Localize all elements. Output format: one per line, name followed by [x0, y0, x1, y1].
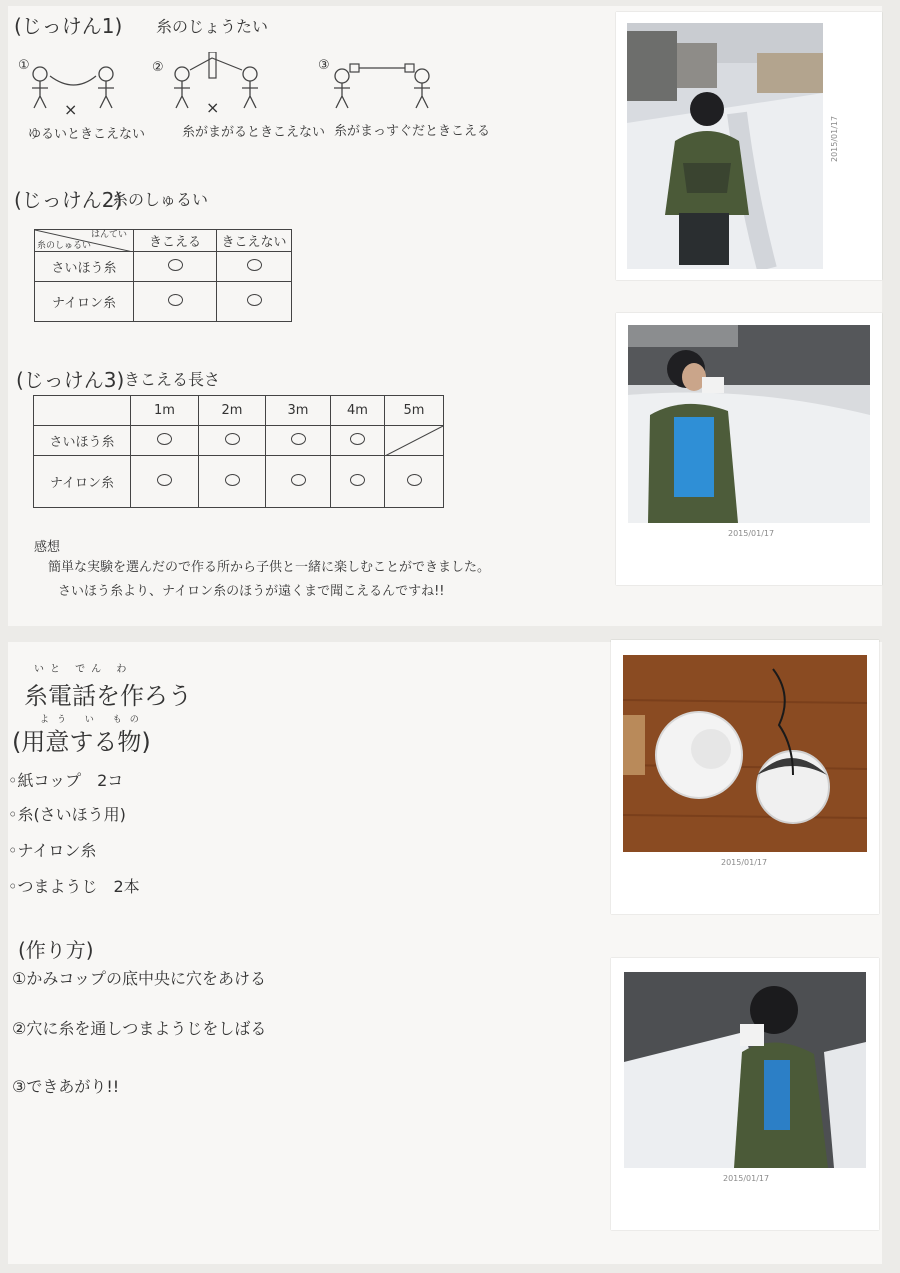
photo-4-polaroid — [611, 958, 879, 1230]
exp3-table — [33, 395, 444, 508]
exp1-panel2-num: ② — [152, 60, 164, 75]
mark-circle — [291, 474, 306, 486]
exp2-row1-hear — [134, 252, 217, 282]
materials-ruby: よう い もの — [40, 715, 147, 725]
exp1-panel1-caption: ゆるいときこえない — [28, 127, 146, 142]
mark-circle — [350, 474, 365, 486]
exp1-panel1-mark: × — [64, 100, 78, 119]
exp2-subtitle: 糸のしゅるい — [112, 190, 209, 209]
exp1-panel3-num: ③ — [318, 58, 330, 73]
mark-circle — [168, 294, 183, 306]
exp2-corner-top: はんてい — [90, 230, 127, 240]
exp3-header-3m: 3m — [266, 396, 331, 426]
exp1-drawings — [14, 52, 494, 112]
impression-line2: さいほう糸より、ナイロン糸のほうが遠くまで聞こえるんですね!! — [58, 584, 445, 599]
exp3-row2-name: ナイロン糸 — [34, 456, 131, 508]
photo-3 — [623, 655, 867, 852]
exp2-header-not-hear: きこえない — [217, 230, 292, 252]
material-item-1: ◦紙コップ 2コ — [8, 771, 124, 790]
exp1-subtitle: 糸のじょうたい — [156, 17, 269, 36]
mark-circle — [350, 433, 365, 445]
exp3-title: (じっけん3) — [16, 368, 125, 392]
mark-circle — [291, 433, 306, 445]
exp1-panel2-mark: × — [206, 98, 220, 117]
exp3-row1-3m — [266, 426, 331, 456]
steps-title: (作り方) — [18, 938, 94, 962]
photo-1 — [627, 23, 823, 269]
photo-1-date: 2015/01/17 — [830, 115, 839, 162]
make-title-ruby: いと でん わ — [34, 664, 133, 675]
exp3-header-4m: 4m — [331, 396, 385, 426]
exp3-subtitle: きこえる長さ — [124, 370, 221, 389]
exp3-row1-name: さいほう糸 — [34, 426, 131, 456]
material-item-3: ◦ナイロン糸 — [8, 841, 97, 860]
exp3-header-2m: 2m — [199, 396, 266, 426]
photo-3-polaroid — [611, 640, 879, 914]
mark-circle — [168, 259, 183, 271]
mark-circle — [247, 259, 262, 271]
exp2-row2-not-hear — [217, 282, 292, 322]
impression-label: 感想 — [34, 540, 61, 555]
photo-4-date: 2015/01/17 — [723, 1174, 770, 1183]
impression-line1: 簡単な実験を選んだので作る所から子供と一緒に楽しむことができました。 — [48, 560, 491, 575]
exp1-panel2-caption: 糸がまがるときこえない — [182, 125, 326, 140]
mark-circle — [247, 294, 262, 306]
step-1: ①かみコップの底中央に穴をあける — [12, 969, 267, 988]
mark-circle — [157, 433, 172, 445]
step-3: ③できあがり!! — [12, 1077, 120, 1096]
exp3-row2-5m — [385, 456, 444, 508]
drawing-straight-string — [334, 64, 430, 108]
exp1-panel1-num: ① — [18, 58, 30, 73]
photo-2-date: 2015/01/17 — [728, 529, 775, 538]
exp2-row2-hear — [134, 282, 217, 322]
photo-3-date: 2015/01/17 — [721, 858, 768, 867]
materials-title: (用意する物) — [12, 728, 151, 756]
mark-circle — [407, 474, 422, 486]
mark-circle — [225, 474, 240, 486]
material-item-2: ◦糸(さいほう用) — [8, 805, 126, 824]
step-2: ②穴に糸を通しつまようじをしばる — [12, 1019, 267, 1038]
exp2-header-hear: きこえる — [134, 230, 217, 252]
exp2-row1-name: さいほう糸 — [35, 252, 134, 282]
photo-4 — [624, 972, 866, 1168]
exp3-header-5m: 5m — [385, 396, 444, 426]
exp2-corner-bottom: 糸のしゅるい — [37, 241, 92, 251]
exp2-table — [34, 229, 292, 322]
exp1-title: (じっけん1) — [14, 14, 123, 38]
material-item-4: ◦つまようじ 2本 — [8, 877, 140, 896]
photo-2 — [628, 325, 870, 523]
exp2-corner-cell — [35, 230, 134, 252]
mark-circle — [157, 474, 172, 486]
photo-2-polaroid — [616, 313, 882, 585]
exp2-row2-name: ナイロン糸 — [35, 282, 134, 322]
exp3-header-1m: 1m — [131, 396, 199, 426]
exp3-row1-2m — [199, 426, 266, 456]
exp2-row1-not-hear — [217, 252, 292, 282]
make-title: 糸電話を作ろう — [24, 682, 192, 710]
mark-circle — [225, 433, 240, 445]
exp3-row1-5m-crossed — [385, 426, 444, 456]
exp2-title: (じっけん2) — [14, 188, 123, 212]
exp3-corner-cell — [34, 396, 131, 426]
exp3-row1-4m — [331, 426, 385, 456]
photo-1-polaroid — [616, 12, 882, 280]
exp3-row2-2m — [199, 456, 266, 508]
exp3-row2-3m — [266, 456, 331, 508]
exp1-panel3-caption: 糸がまっすぐだときこえる — [334, 124, 491, 139]
exp3-row2-4m — [331, 456, 385, 508]
exp3-row2-1m — [131, 456, 199, 508]
exp3-row1-1m — [131, 426, 199, 456]
